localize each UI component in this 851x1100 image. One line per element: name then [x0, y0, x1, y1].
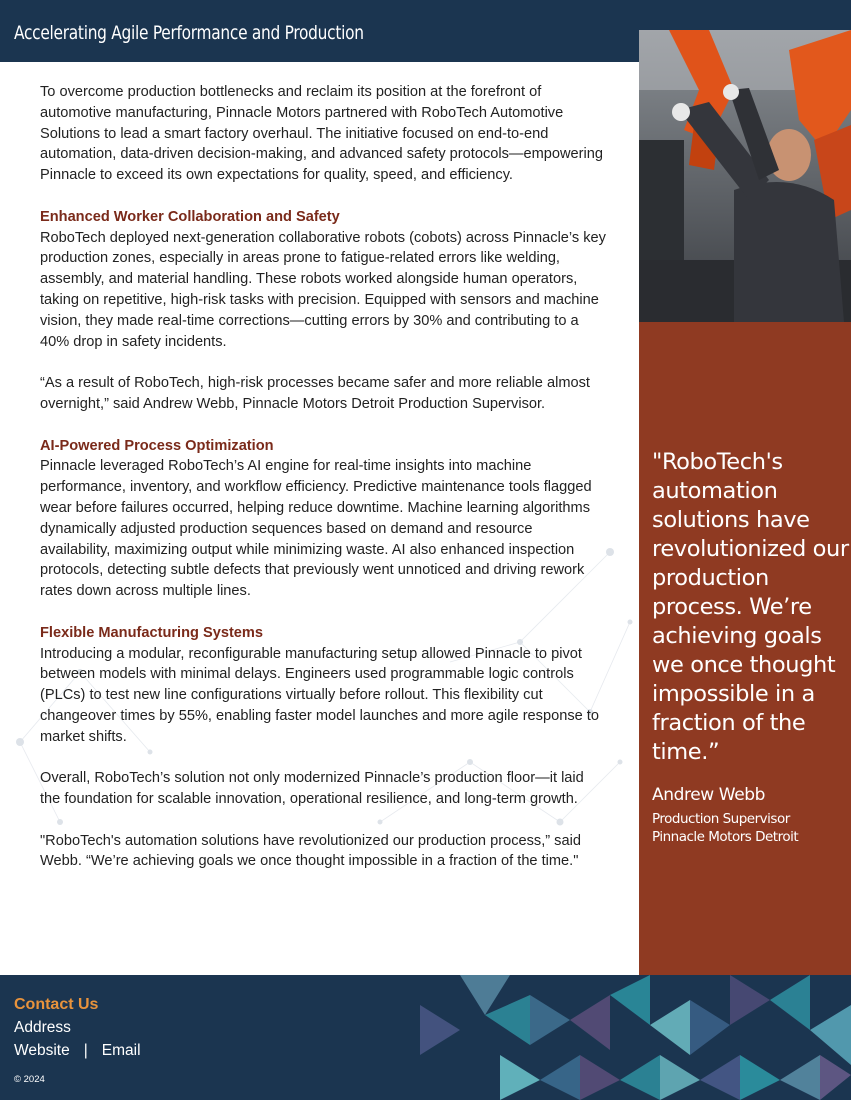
main-content	[40, 82, 606, 872]
email-link[interactable]: Email	[101, 1042, 141, 1059]
pull-quote-author: Andrew Webb	[652, 785, 766, 805]
copyright: © 2024	[14, 1074, 45, 1085]
overall-paragraph: Overall, RoboTech’s solution not only modernized Pinnacle’s production floor—it laid the foundation for scalable innovation, operational resilience, and long-term growth.	[40, 770, 584, 808]
section-heading-ai: AI-Powered Process Optimization	[40, 437, 274, 454]
page-title: Accelerating Agile Performance and Production	[14, 22, 364, 44]
intro-paragraph: To overcome production bottlenecks and reclaim its position at the forefront of automotive manufacturing, Pinnacle Motors partnered with RoboTech Automotive Solutions to lead a smart factory overhaul. The initiative focused on end-to-end automation, data-driven decision-making, and advanced safety protocols—empowering Pinnacle to exceed its own expectations for quality, speed, and efficiency.	[40, 84, 603, 184]
contact-address: Address	[14, 1019, 71, 1036]
section-body-flexible: Introducing a modular, reconfigurable manufacturing setup allowed Pinnacle to pivot between models with minimal delays. Engineers used programmable logic controls (PLCs) to test new line configurations virtually before rollout. This flexibility cut changeover times by 55%, enabling faster model launches and more agile response to market shifts.	[40, 645, 599, 745]
pull-quote-panel	[639, 322, 851, 975]
footer-geometric-pattern	[420, 975, 851, 1100]
section-heading-flexible: Flexible Manufacturing Systems	[40, 624, 264, 641]
link-separator: |	[83, 1042, 88, 1059]
section-heading-collaboration: Enhanced Worker Collaboration and Safety	[40, 208, 340, 225]
footer	[0, 975, 851, 1100]
supervisor-quote: “As a result of RoboTech, high-risk processes became safer and more reliable almost overnight,” said Andrew Webb, Pinnacle Motors Detroit Production Supervisor.	[40, 375, 590, 412]
closing-quote: "RoboTech's automation solutions have revolutionized our production process,” said Webb. “We’re achieving goals we once thought impossible in a fraction of the time."	[40, 832, 581, 870]
section-body-ai: Pinnacle leveraged RoboTech’s AI engine for real-time insights into machine performance, inventory, and workflow efficiency. Predictive maintenance tools flagged wear before failures occurred, helping reduce downtime. Machine learning algorithms dynamically adjusted production sequences based on demand and resource availability, maximizing output while minimizing waste. AI also enhanced inspection protocols, detecting subtle defects that previously went unnoticed and driving rework rates down across multiple lines.	[40, 458, 592, 600]
pull-quote-role: Production Supervisor	[652, 811, 790, 827]
contact-links	[14, 1042, 141, 1060]
website-link[interactable]: Website	[14, 1042, 70, 1059]
contact-title: Contact Us	[14, 996, 99, 1013]
pull-quote-text: "RoboTech's automation solutions have revolutionized our production process. We’re achieving goals we once thought impossible in a fraction of the time.”	[652, 449, 849, 765]
pull-quote-org: Pinnacle Motors Detroit	[652, 829, 799, 845]
factory-worker-photo	[639, 30, 851, 322]
section-body-collaboration: RoboTech deployed next-generation collaborative robots (cobots) across Pinnacle’s key production zones, especially in areas prone to fatigue-related errors like welding, assembly, and material handling. These robots worked alongside human operators, taking on repetitive, high-risk tasks with precision. Equipped with sensors and machine vision, they made real-time corrections—cutting errors by 30% and contributing to a 40% drop in safety incidents.	[40, 229, 606, 350]
